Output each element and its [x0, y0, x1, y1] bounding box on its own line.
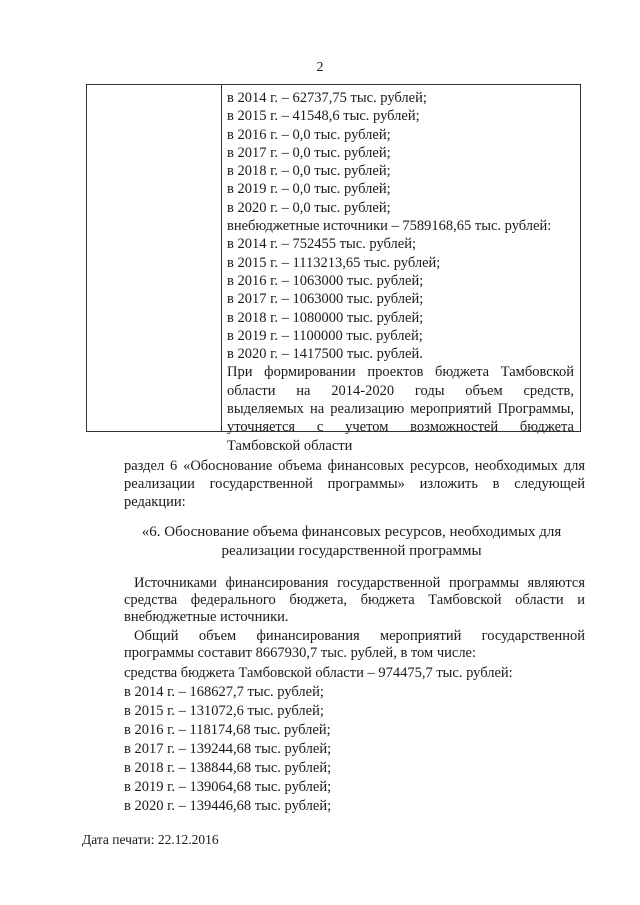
table-note-line: области на 2014-2020 годы объем средств, [227, 382, 574, 399]
table-line: в 2015 г. – 1113213,65 тыс. рублей; [227, 254, 441, 271]
table-line: в 2016 г. – 1063000 тыс. рублей; [227, 272, 424, 289]
table-note-line: Тамбовской области [227, 437, 353, 454]
regional-budget-year: в 2014 г. – 168627,7 тыс. рублей; [124, 684, 324, 700]
table-right-cell [227, 89, 574, 455]
table-line: в 2018 г. – 1080000 тыс. рублей; [227, 309, 424, 326]
regional-budget-title: средства бюджета Тамбовской области – 974475,7 тыс. рублей: [124, 665, 513, 681]
table-note-line: При формировании проектов бюджета Тамбовской [227, 364, 574, 381]
regional-budget-year: в 2017 г. – 139244,68 тыс. рублей; [124, 741, 332, 757]
table-note-line: выделяемых на реализацию мероприятий Программы, [227, 401, 574, 418]
print-date: Дата печати: 22.12.2016 [82, 832, 219, 847]
table-line: в 2015 г. – 41548,6 тыс. рублей; [227, 108, 420, 125]
section-intro: раздел 6 «Обоснование объема финансовых ресурсов, необходимых для реализации государственной программы» изложить в следующей редакции: [124, 458, 585, 510]
regional-budget-year: в 2018 г. – 138844,68 тыс. рублей; [124, 760, 332, 776]
regional-budget-year: в 2016 г. – 118174,68 тыс. рублей; [124, 722, 331, 738]
table-line: в 2017 г. – 1063000 тыс. рублей; [227, 291, 424, 308]
table-line: в 2014 г. – 752455 тыс. рублей; [227, 236, 417, 253]
section-heading [118, 523, 585, 561]
table-line: в 2018 г. – 0,0 тыс. рублей; [227, 163, 391, 180]
table-line: в 2017 г. – 0,0 тыс. рублей; [227, 144, 391, 161]
table-line: в 2019 г. – 1100000 тыс. рублей; [227, 327, 423, 344]
table-line: в 2016 г. – 0,0 тыс. рублей; [227, 126, 391, 143]
program-table [86, 84, 581, 454]
table-left-cell [87, 85, 222, 431]
regional-budget-year: в 2015 г. – 131072,6 тыс. рублей; [124, 703, 324, 719]
page-number: 2 [316, 60, 324, 75]
table-line: в 2019 г. – 0,0 тыс. рублей; [227, 181, 391, 198]
table-line: внебюджетные источники – 7589168,65 тыс. рублей: [227, 218, 552, 235]
table-line: в 2020 г. – 1417500 тыс. рублей. [227, 346, 423, 363]
section-heading-line: реализации государственной программы [221, 543, 482, 559]
regional-budget-year: в 2019 г. – 139064,68 тыс. рублей; [124, 779, 332, 795]
table-line: в 2020 г. – 0,0 тыс. рублей; [227, 199, 391, 216]
regional-budget-list [124, 664, 585, 816]
section-body [124, 575, 585, 816]
funding-sources-paragraph: Источниками финансирования государственной программы являются средства федерального бюджета, бюджета Тамбовской области и внебюджетные источники. [124, 575, 585, 625]
total-funding-paragraph: Общий объем финансирования мероприятий государственной программы составит 8667930,7 тыс. рублей, в том числе: [124, 628, 585, 661]
regional-budget-year: в 2020 г. – 139446,68 тыс. рублей; [124, 798, 332, 814]
table-line: в 2014 г. – 62737,75 тыс. рублей; [227, 90, 427, 106]
regional-budget-years [124, 683, 585, 816]
section-heading-line: «6. Обоснование объема финансовых ресурсов, необходимых для [141, 524, 562, 540]
table-note-line: уточняется с учетом возможностей бюджета [227, 419, 574, 436]
